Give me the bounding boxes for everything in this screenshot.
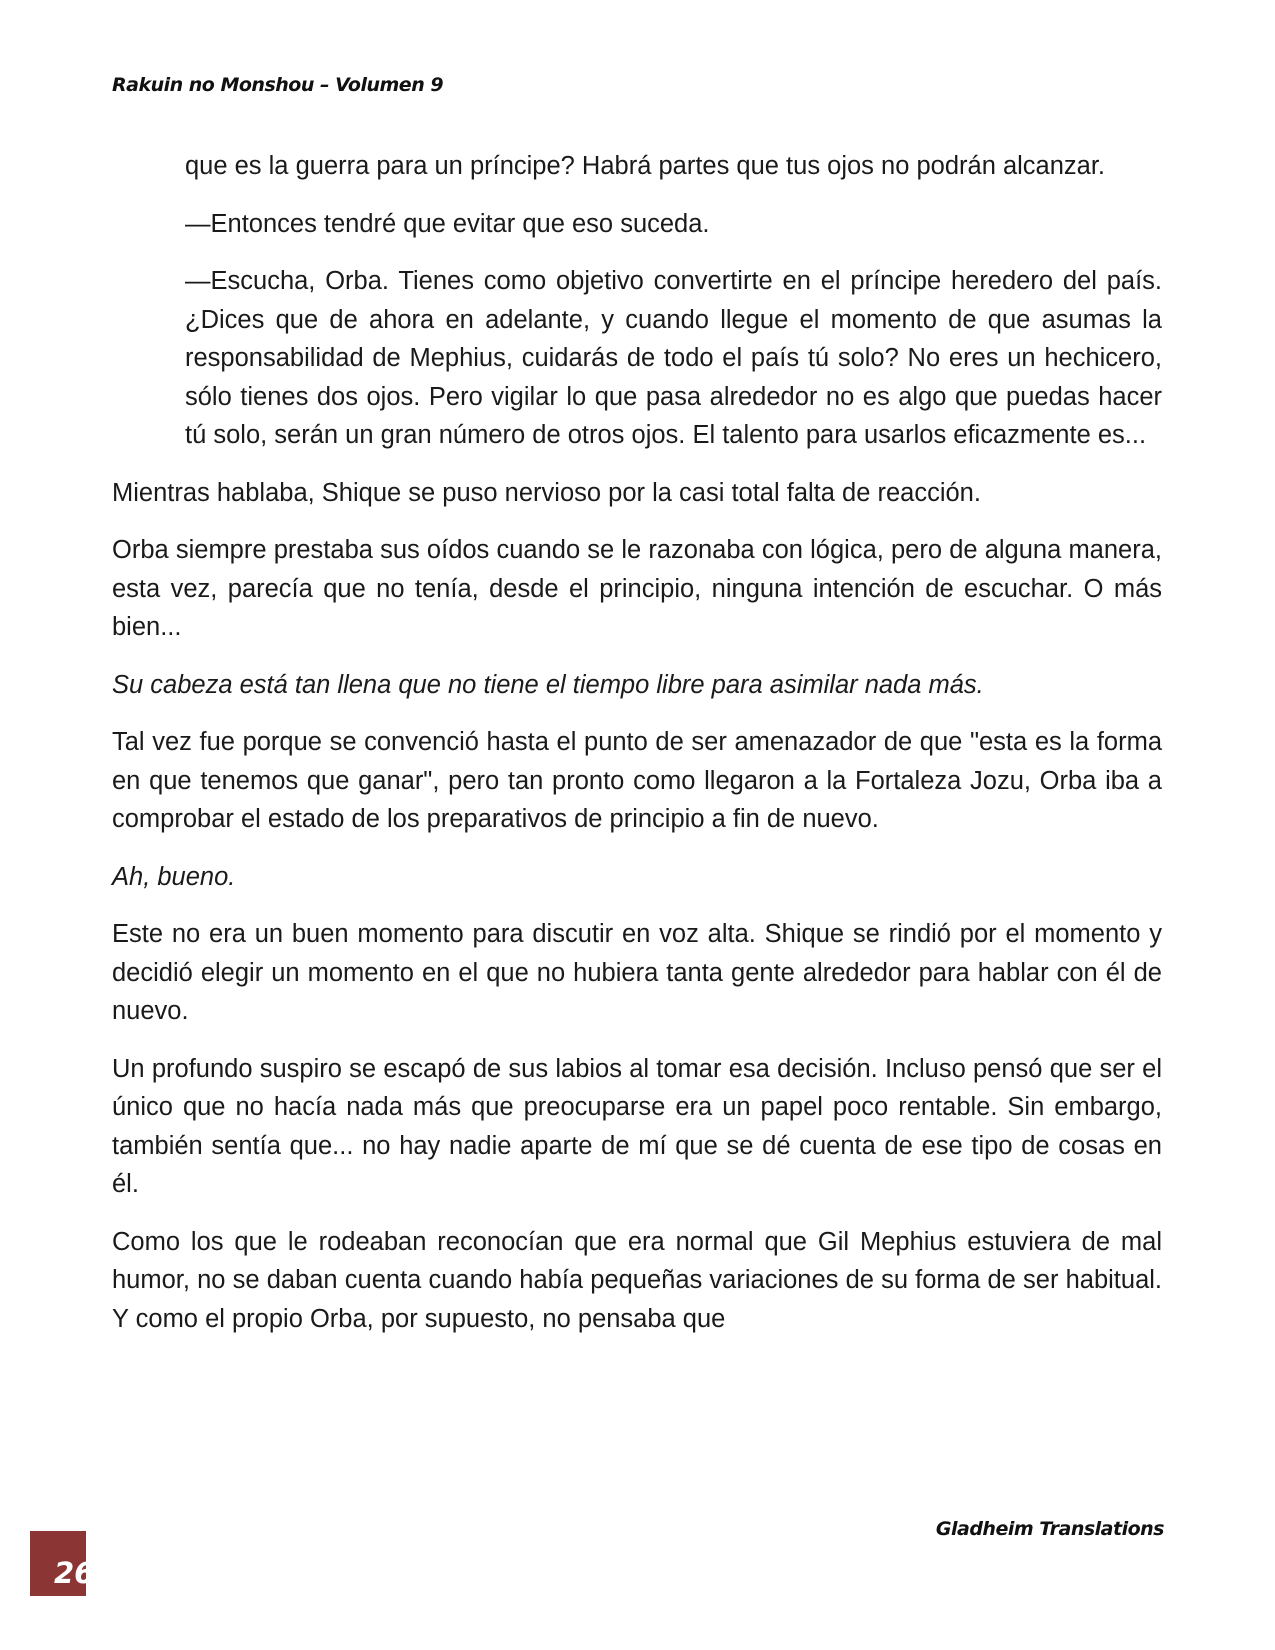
- paragraph-8: Ah, bueno.: [112, 862, 236, 891]
- page-number-underline: [30, 1593, 86, 1596]
- running-header: Rakuin no Monshou – Volumen 9: [112, 74, 444, 96]
- paragraph-6: Su cabeza está tan llena que no tiene el tiempo libre para asimilar nada más.: [112, 670, 984, 699]
- page-number: 26: [54, 1556, 95, 1590]
- paragraph-10: Un profundo suspiro se escapó de sus labios al tomar esa decisión. Incluso pensó que ser el único que no hacía nada más que preocuparse era un papel poco rentable. Sin embargo, también sentía que... no hay nadie aparte de mí que se dé cuenta de ese tipo de cosas en él.: [112, 1054, 1162, 1198]
- paragraph-9: Este no era un buen momento para discutir en voz alta. Shique se rindió por el momento y decidió elegir un momento en el que no hubiera tanta gente alrededor para hablar con él de nuevo.: [112, 920, 1162, 1025]
- paragraph-7: Tal vez fue porque se convenció hasta el punto de ser amenazador de que "esta es la forma en que tenemos que ganar", pero tan pronto como llegaron a la Fortaleza Jozu, Orba iba a comprobar el estado de los preparativos de principio a fin de nuevo.: [112, 728, 1162, 833]
- page-body: [112, 147, 1162, 1357]
- paragraph-11: Como los que le rodeaban reconocían que era normal que Gil Mephius estuviera de mal humor, no se daban cuenta cuando había pequeñas variaciones de su forma de ser habitual. Y como el propio Orba, por supuesto, no pensaba que: [112, 1227, 1162, 1333]
- footer-credit: Gladheim Translations: [935, 1518, 1164, 1540]
- paragraph-1: que es la guerra para un príncipe? Habrá partes que tus ojos no podrán alcanzar.: [185, 152, 1106, 180]
- paragraph-4: Mientras hablaba, Shique se puso nervioso por la casi total falta de reacción.: [112, 478, 981, 507]
- paragraph-5: Orba siempre prestaba sus oídos cuando se le razonaba con lógica, pero de alguna manera, esta vez, parecía que no tenía, desde el principio, ninguna intención de escuchar. O más bien...: [112, 536, 1162, 641]
- paragraph-2: —Entonces tendré que evitar que eso suceda.: [185, 209, 710, 238]
- paragraph-3: —Escucha, Orba. Tienes como objetivo convertirte en el príncipe heredero del país. ¿Dices que de ahora en adelante, y cuando llegue el momento de que asumas la responsabilidad de Mephius, cuidarás de todo el país tú solo? No eres un hechicero, sólo tienes dos ojos. Pero vigilar lo que pasa alrededor no es algo que puedas hacer tú solo, serán un gran número de otros ojos. El talento para usarlos eficazmente es...: [185, 267, 1162, 449]
